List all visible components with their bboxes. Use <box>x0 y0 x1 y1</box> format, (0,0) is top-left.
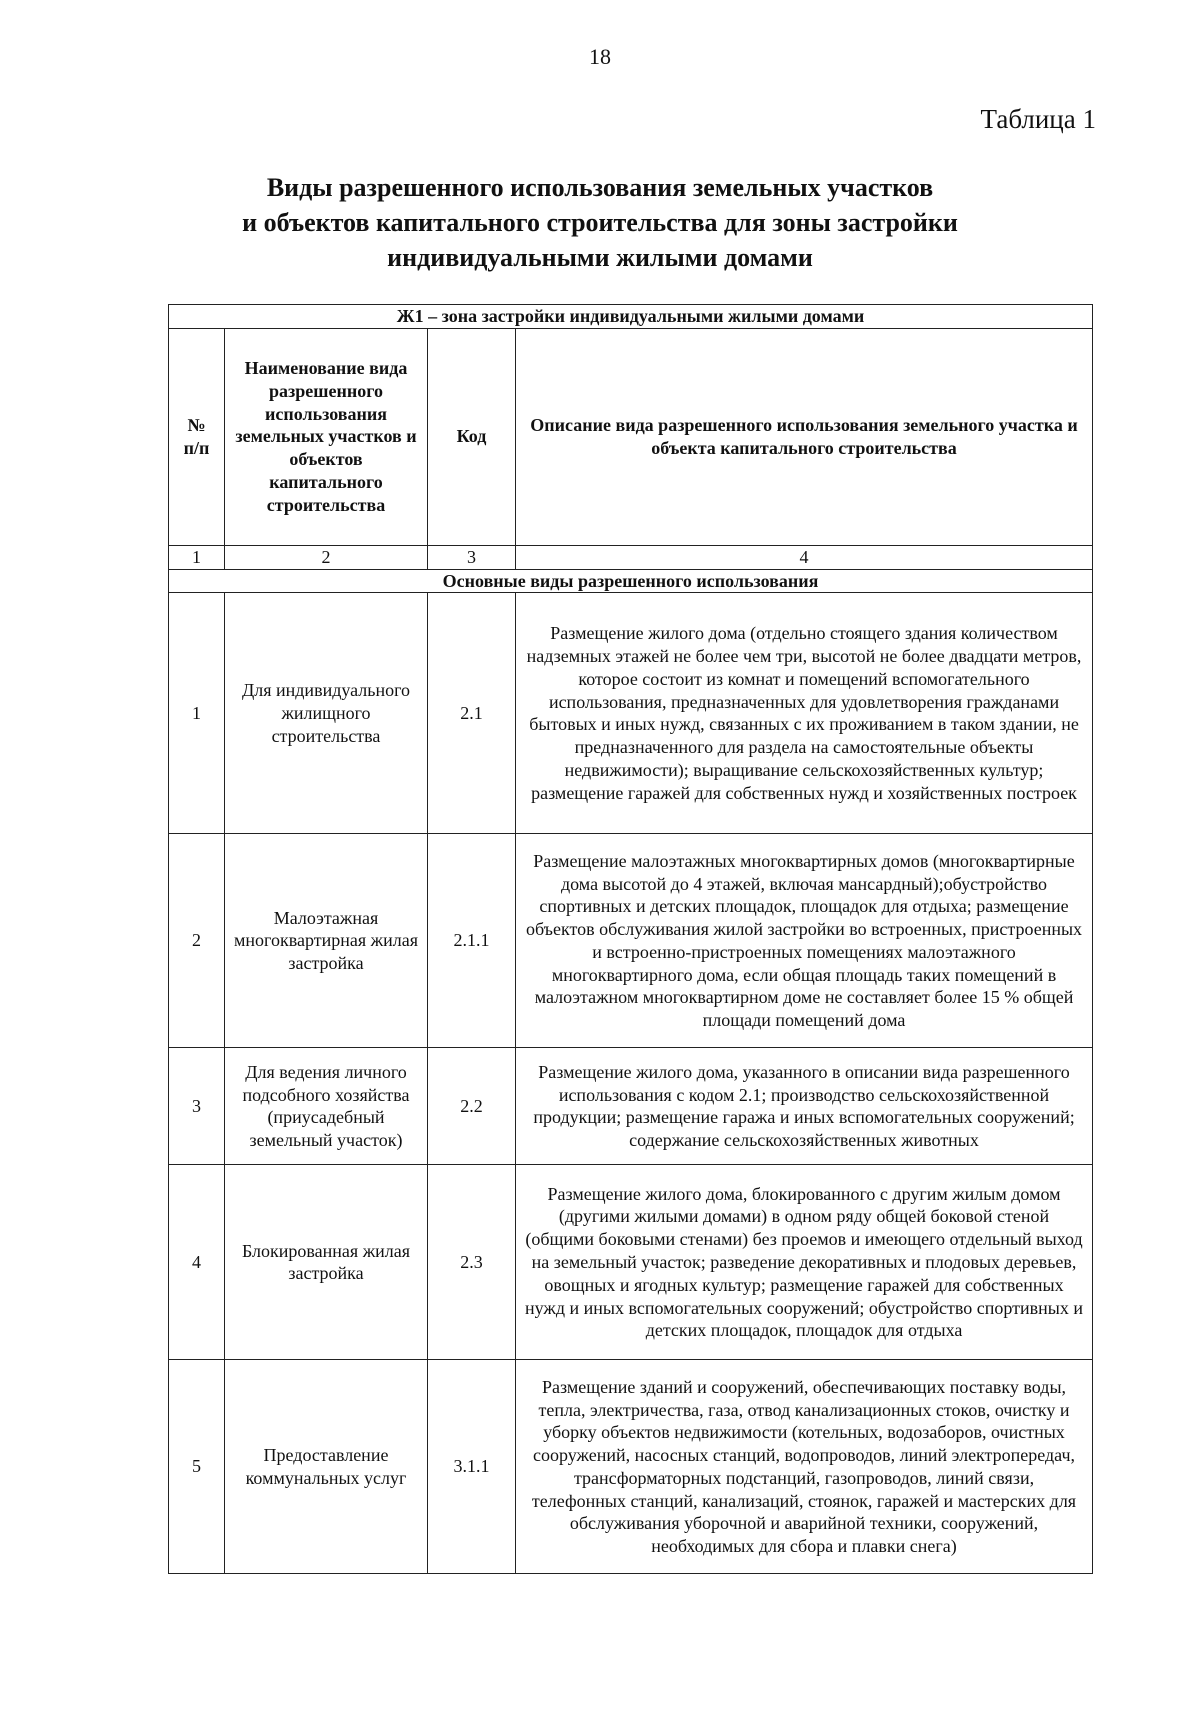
row-num: 4 <box>169 1165 225 1360</box>
row-name: Для ведения личного подсобного хозяйства (приусадебный земельный участок) <box>225 1048 428 1165</box>
zone-header-row <box>169 305 1093 329</box>
row-description: Размещение жилого дома, блокированного с другим жилым домом (другими жилыми домами) в одном ряду общей боковой стеной (общими боковыми стенами) без проемов и имеющего отдельный выход на земельный участок; разведение декоративных и плодовых деревьев, овощных и ягодных культур; размещение гаражей для собственных нужд и иных вспомогательных сооружений; обустройство спортивных и детских площадок, площадок для отдыха <box>516 1165 1093 1360</box>
section-header-row <box>169 569 1093 593</box>
header-name: Наименование вида разрешенного использования земельных участков и объектов капитального строительства <box>225 328 428 545</box>
row-num: 5 <box>169 1360 225 1574</box>
row-name: Блокированная жилая застройка <box>225 1165 428 1360</box>
header-description: Описание вида разрешенного использования земельного участка и объекта капитального строительства <box>516 328 1093 545</box>
column-index: 4 <box>516 545 1093 569</box>
table-row <box>169 834 1093 1048</box>
title-line-2: и объектов капитального строительства для зоны застройки <box>242 208 958 237</box>
row-description: Размещение жилого дома (отдельно стоящего здания количеством надземных этажей не более чем три, высотой не более двадцати метров, которое состоит из комнат и помещений вспомогательного использования, предназначенных для удовлетворения гражданами бытовых и иных нужд, связанных с их проживанием в таком здании, не предназначенного для раздела на самостоятельные объекты недвижимости); выращивание сельскохозяйственных культур; размещение гаражей для собственных нужд и хозяйственных построек <box>516 593 1093 834</box>
table-row <box>169 1165 1093 1360</box>
page-number: 18 <box>589 44 611 69</box>
zone-header: Ж1 – зона застройки индивидуальными жилыми домами <box>169 305 1093 329</box>
section-header: Основные виды разрешенного использования <box>169 569 1093 593</box>
table-row <box>169 1360 1093 1574</box>
row-name: Малоэтажная многоквартирная жилая застройка <box>225 834 428 1048</box>
title-line-1: Виды разрешенного использования земельных участков <box>266 173 934 202</box>
document-title <box>160 170 1040 275</box>
column-index: 2 <box>225 545 428 569</box>
row-num: 2 <box>169 834 225 1048</box>
table-row <box>169 593 1093 834</box>
row-code: 2.2 <box>428 1048 516 1165</box>
row-description: Размещение малоэтажных многоквартирных домов (многоквартирные дома высотой до 4 этажей, включая мансардный);обустройство спортивных и детских площадок, площадок для отдыха; размещение объектов обслуживания жилой застройки во встроенных, пристроенных и встроенно-пристроенных помещениях малоэтажного многоквартирного дома, если общая площадь таких помещений в малоэтажном многоквартирном доме не составляет более 15 % общей площади помещений дома <box>516 834 1093 1048</box>
row-description: Размещение жилого дома, указанного в описании вида разрешенного использования с кодом 2.1; производство сельскохозяйственной продукции; размещение гаража и иных вспомогательных сооружений; содержание сельскохозяйственных животных <box>516 1048 1093 1165</box>
row-description: Размещение зданий и сооружений, обеспечивающих поставку воды, тепла, электричества, газа, отвод канализационных стоков, очистку и уборку объектов недвижимости (котельных, водозаборов, очистных сооружений, насосных станций, водопроводов, линий электропередач, трансформаторных подстанций, газопроводов, линий связи, телефонных станций, канализаций, стоянок, гаражей и мастерских для обслуживания уборочной и аварийной техники, сооружений, необходимых для сбора и плавки снега) <box>516 1360 1093 1574</box>
table-caption: Таблица 1 <box>980 104 1096 134</box>
column-index: 1 <box>169 545 225 569</box>
header-num: № п/п <box>169 328 225 545</box>
row-name: Предоставление коммунальных услуг <box>225 1360 428 1574</box>
row-code: 2.3 <box>428 1165 516 1360</box>
header-code: Код <box>428 328 516 545</box>
row-code: 2.1 <box>428 593 516 834</box>
row-num: 3 <box>169 1048 225 1165</box>
column-index: 3 <box>428 545 516 569</box>
land-use-table <box>168 304 1093 1574</box>
column-header-row <box>169 328 1093 545</box>
column-index-row <box>169 545 1093 569</box>
row-name: Для индивидуального жилищного строительства <box>225 593 428 834</box>
row-code: 2.1.1 <box>428 834 516 1048</box>
table-row <box>169 1048 1093 1165</box>
row-code: 3.1.1 <box>428 1360 516 1574</box>
title-line-3: индивидуальными жилыми домами <box>387 243 813 272</box>
row-num: 1 <box>169 593 225 834</box>
